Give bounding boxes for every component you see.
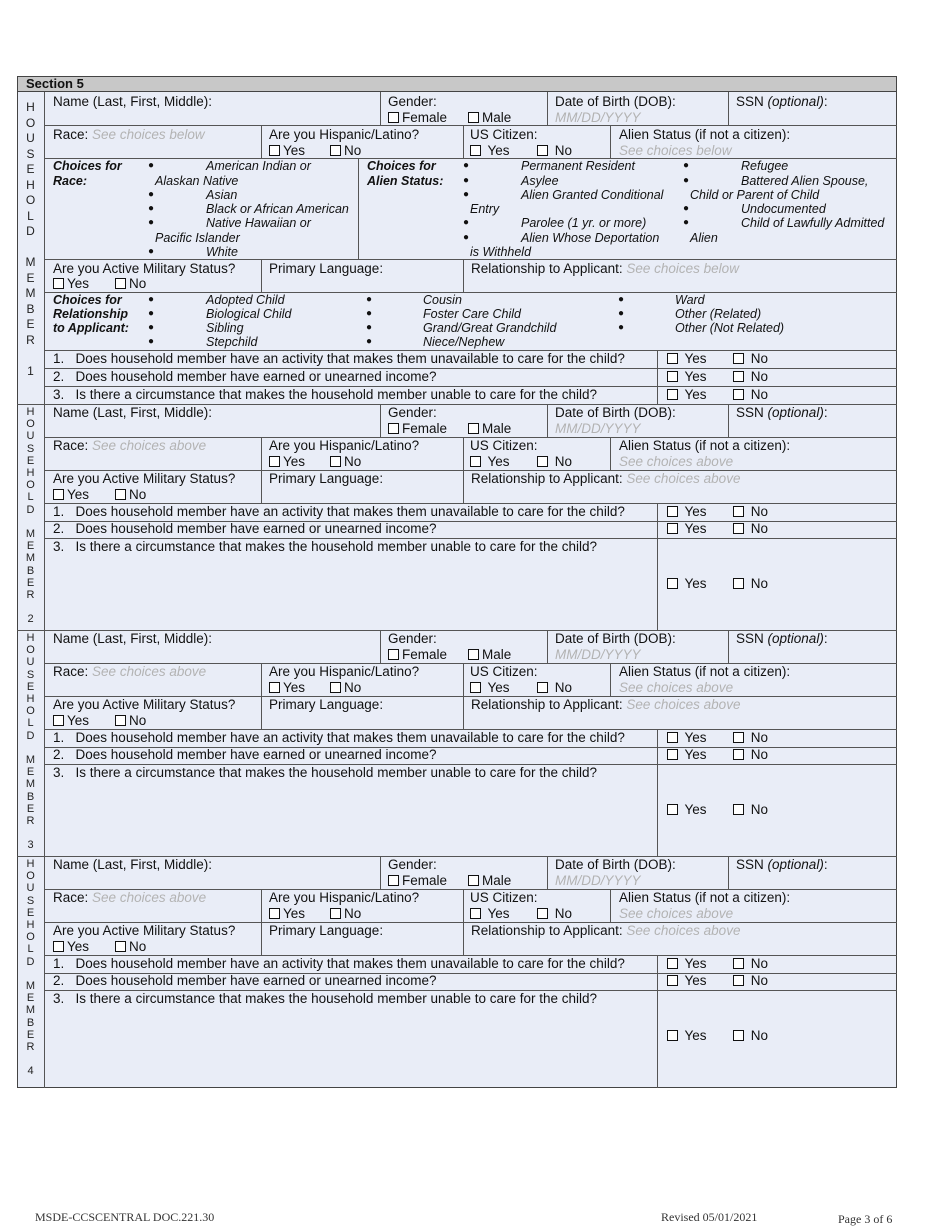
gender-male-option[interactable]: Male — [468, 110, 511, 125]
side-label-member-2: H O U S E H O L D M E M B E R 2 — [25, 406, 36, 626]
checkbox-icon[interactable] — [388, 649, 399, 660]
ssn-label: SSN (optional): — [736, 94, 828, 109]
gender-male-option[interactable]: Male — [468, 421, 511, 436]
military-yes[interactable]: Yes — [53, 939, 89, 954]
citizen-label: US Citizen: — [470, 438, 538, 453]
race-choice: Native Hawaiian or — [206, 216, 311, 230]
military-label: Are you Active Military Status? — [53, 261, 236, 276]
checkbox-icon[interactable] — [388, 112, 399, 123]
citizen-yes[interactable]: Yes — [470, 454, 510, 469]
alien-status-input[interactable]: See choices above — [619, 680, 734, 695]
question-2: 2. Does household member have earned or unearned income? — [53, 369, 437, 384]
gender-male-option[interactable]: Male — [468, 647, 511, 662]
q3-no[interactable]: No — [733, 576, 768, 591]
footer-revised: Revised 05/01/2021 — [661, 1210, 758, 1224]
military-label: Are you Active Military Status? — [53, 471, 236, 486]
military-no[interactable]: No — [115, 487, 146, 502]
gender-female-option[interactable]: Female — [388, 421, 447, 436]
citizen-no[interactable]: No — [537, 454, 572, 469]
dob-label: Date of Birth (DOB): — [555, 94, 676, 109]
hispanic-no[interactable]: No — [330, 454, 361, 469]
race-field[interactable]: Race: See choices above — [53, 890, 207, 905]
gender-female-option[interactable]: Female — [388, 110, 447, 125]
q3-no[interactable]: No — [733, 387, 768, 402]
military-label: Are you Active Military Status? — [53, 697, 236, 712]
q2-yes[interactable]: Yes — [667, 973, 707, 988]
question-3: 3. Is there a circumstance that makes the household member unable to care for the child? — [53, 539, 598, 554]
dob-label: Date of Birth (DOB): — [555, 631, 676, 646]
hispanic-no[interactable]: No — [330, 143, 361, 158]
side-divider — [44, 92, 45, 1088]
question-1: 1. Does household member have an activity that makes them unavailable to care for the child? — [53, 730, 625, 745]
gender-female-option[interactable]: Female — [388, 647, 447, 662]
citizen-label: US Citizen: — [470, 890, 538, 905]
alien-choice: Child of Lawfully Admitted — [741, 216, 885, 230]
alien-choice: Undocumented — [741, 202, 826, 216]
language-label: Primary Language: — [269, 261, 384, 276]
hispanic-yes[interactable]: Yes — [269, 680, 305, 695]
ssn-label: SSN (optional): — [736, 857, 828, 872]
alien-status-input[interactable]: See choices below — [619, 143, 732, 158]
question-2: 2. Does household member have earned or unearned income? — [53, 521, 437, 536]
alien-status-input[interactable]: See choices above — [619, 906, 734, 921]
alien-status-label: Alien Status (if not a citizen): — [619, 890, 791, 905]
alien-status-label: Alien Status (if not a citizen): — [619, 664, 791, 679]
q3-no[interactable]: No — [733, 802, 768, 817]
relationship-choice: Cousin — [423, 293, 462, 307]
name-label: Name (Last, First, Middle): — [53, 857, 213, 872]
name-label: Name (Last, First, Middle): — [53, 631, 213, 646]
relationship-choice: Other (Related) — [675, 307, 762, 321]
relationship-choice: Grand/Great Grandchild — [423, 321, 557, 335]
q1-no[interactable]: No — [733, 351, 768, 366]
hispanic-no[interactable]: No — [330, 680, 361, 695]
relationship-choice: Adopted Child — [206, 293, 285, 307]
q2-no[interactable]: No — [733, 521, 768, 536]
q1-no[interactable]: No — [733, 504, 768, 519]
hispanic-yes[interactable]: Yes — [269, 454, 305, 469]
gender-male-option[interactable]: Male — [468, 873, 511, 888]
hispanic-yes[interactable]: Yes — [269, 143, 305, 158]
hispanic-label: Are you Hispanic/Latino? — [269, 890, 420, 905]
q2-yes[interactable]: Yes — [667, 747, 707, 762]
citizen-no[interactable]: No — [537, 680, 572, 695]
q1-no[interactable]: No — [733, 730, 768, 745]
race-choice: White — [206, 245, 238, 259]
military-yes[interactable]: Yes — [53, 276, 89, 291]
checkbox-icon[interactable] — [388, 875, 399, 886]
dob-input[interactable]: MM/DD/YYYY — [555, 421, 641, 436]
q2-no[interactable]: No — [733, 369, 768, 384]
side-label-member-1: H O U S E H O L D M E M B E R 1 — [25, 100, 36, 378]
q3-yes[interactable]: Yes — [667, 387, 707, 402]
alien-choice: Asylee — [521, 174, 559, 188]
relationship-choice: Other (Not Related) — [675, 321, 785, 335]
alien-choices-label: Choices for — [367, 159, 436, 173]
dob-input[interactable]: MM/DD/YYYY — [555, 647, 641, 662]
gender-label: Gender: — [388, 631, 437, 646]
race-choice: American Indian or — [206, 159, 311, 173]
footer-page: Page 3 of 6 — [838, 1212, 893, 1226]
checkbox-icon[interactable] — [468, 649, 479, 660]
hispanic-label: Are you Hispanic/Latino? — [269, 438, 420, 453]
section-title: Section 5 — [17, 76, 897, 92]
gender-label: Gender: — [388, 857, 437, 872]
relationship-choice: Biological Child — [206, 307, 292, 321]
relationship-choice: Stepchild — [206, 335, 258, 349]
question-3: 3. Is there a circumstance that makes the household member unable to care for the child? — [53, 765, 598, 780]
relationship-choice: Ward — [675, 293, 705, 307]
race-field[interactable]: Race: See choices below — [53, 127, 205, 142]
hispanic-no[interactable]: No — [330, 906, 361, 921]
checkbox-icon[interactable] — [388, 423, 399, 434]
name-label: Name (Last, First, Middle): — [53, 405, 213, 420]
citizen-yes[interactable]: Yes — [470, 143, 510, 158]
language-label: Primary Language: — [269, 923, 384, 938]
q1-no[interactable]: No — [733, 956, 768, 971]
language-label: Primary Language: — [269, 697, 384, 712]
q1-yes[interactable]: Yes — [667, 351, 707, 366]
military-no[interactable]: No — [115, 939, 146, 954]
question-3: 3. Is there a circumstance that makes the household member unable to care for the child? — [53, 991, 598, 1006]
dob-input[interactable]: MM/DD/YYYY — [555, 110, 641, 125]
race-choice: Asian — [206, 188, 238, 202]
citizen-no[interactable]: No — [537, 143, 572, 158]
question-1: 1. Does household member have an activity that makes them unavailable to care for the child? — [53, 504, 625, 519]
hispanic-yes[interactable]: Yes — [269, 906, 305, 921]
relationship-choice: Foster Care Child — [423, 307, 521, 321]
alien-status-label: Alien Status (if not a citizen): — [619, 438, 791, 453]
side-label-member-4: H O U S E H O L D M E M B E R 4 — [25, 858, 36, 1078]
relationship-field[interactable]: Relationship to Applicant: See choices above — [471, 923, 741, 938]
q2-no[interactable]: No — [733, 973, 768, 988]
q3-yes[interactable]: Yes — [667, 1028, 707, 1043]
relationship-choices-label: Choices for — [53, 293, 122, 307]
relationship-field[interactable]: Relationship to Applicant: See choices above — [471, 697, 741, 712]
footer-doc-id: MSDE-CCSCENTRAL DOC.221.30 — [35, 1210, 215, 1224]
q1-yes[interactable]: Yes — [667, 504, 707, 519]
name-label: Name (Last, First, Middle): — [53, 94, 213, 109]
alien-choice: Permanent Resident — [521, 159, 635, 173]
hispanic-label: Are you Hispanic/Latino? — [269, 127, 420, 142]
alien-status-label: Alien Status (if not a citizen): — [619, 127, 791, 142]
gender-label: Gender: — [388, 94, 437, 109]
race-choice: Black or African American — [206, 202, 349, 216]
q1-yes[interactable]: Yes — [667, 730, 707, 745]
checkbox-icon[interactable] — [468, 112, 479, 123]
q2-no[interactable]: No — [733, 747, 768, 762]
q3-no[interactable]: No — [733, 1028, 768, 1043]
q3-yes[interactable]: Yes — [667, 576, 707, 591]
military-yes[interactable]: Yes — [53, 487, 89, 502]
side-label-member-3: H O U S E H O L D M E M B E R 3 — [25, 632, 36, 852]
citizen-no[interactable]: No — [537, 906, 572, 921]
q2-yes[interactable]: Yes — [667, 521, 707, 536]
alien-choice: Parolee (1 yr. or more) — [521, 216, 647, 230]
relationship-field[interactable]: Relationship to Applicant: See choices above — [471, 471, 741, 486]
military-no[interactable]: No — [115, 713, 146, 728]
hispanic-label: Are you Hispanic/Latino? — [269, 664, 420, 679]
question-1: 1. Does household member have an activity that makes them unavailable to care for the child? — [53, 351, 625, 366]
alien-status-input[interactable]: See choices above — [619, 454, 734, 469]
dob-label: Date of Birth (DOB): — [555, 405, 676, 420]
citizen-yes[interactable]: Yes — [470, 680, 510, 695]
question-1: 1. Does household member have an activity that makes them unavailable to care for the child? — [53, 956, 625, 971]
checkbox-icon[interactable] — [468, 875, 479, 886]
ssn-label: SSN (optional): — [736, 631, 828, 646]
question-3: 3. Is there a circumstance that makes the household member unable to care for the child? — [53, 387, 598, 402]
alien-choice: Alien Granted Conditional — [521, 188, 664, 202]
q3-yes[interactable]: Yes — [667, 802, 707, 817]
q2-yes[interactable]: Yes — [667, 369, 707, 384]
military-no[interactable]: No — [115, 276, 146, 291]
citizen-label: US Citizen: — [470, 664, 538, 679]
alien-choice: Alien Whose Deportation — [521, 231, 660, 245]
relationship-field[interactable]: Relationship to Applicant: See choices below — [471, 261, 739, 276]
relationship-choice: Sibling — [206, 321, 244, 335]
alien-choice: Battered Alien Spouse, — [741, 174, 869, 188]
race-field[interactable]: Race: See choices above — [53, 438, 207, 453]
citizen-yes[interactable]: Yes — [470, 906, 510, 921]
relationship-choice: Niece/Nephew — [423, 335, 505, 349]
military-label: Are you Active Military Status? — [53, 923, 236, 938]
dob-label: Date of Birth (DOB): — [555, 857, 676, 872]
question-2: 2. Does household member have earned or unearned income? — [53, 973, 437, 988]
dob-input[interactable]: MM/DD/YYYY — [555, 873, 641, 888]
question-2: 2. Does household member have earned or unearned income? — [53, 747, 437, 762]
language-label: Primary Language: — [269, 471, 384, 486]
alien-choice: Refugee — [741, 159, 789, 173]
ssn-label: SSN (optional): — [736, 405, 828, 420]
checkbox-icon[interactable] — [468, 423, 479, 434]
gender-female-option[interactable]: Female — [388, 873, 447, 888]
race-choices-label: Choices for — [53, 159, 122, 173]
race-field[interactable]: Race: See choices above — [53, 664, 207, 679]
q1-yes[interactable]: Yes — [667, 956, 707, 971]
gender-label: Gender: — [388, 405, 437, 420]
military-yes[interactable]: Yes — [53, 713, 89, 728]
citizen-label: US Citizen: — [470, 127, 538, 142]
